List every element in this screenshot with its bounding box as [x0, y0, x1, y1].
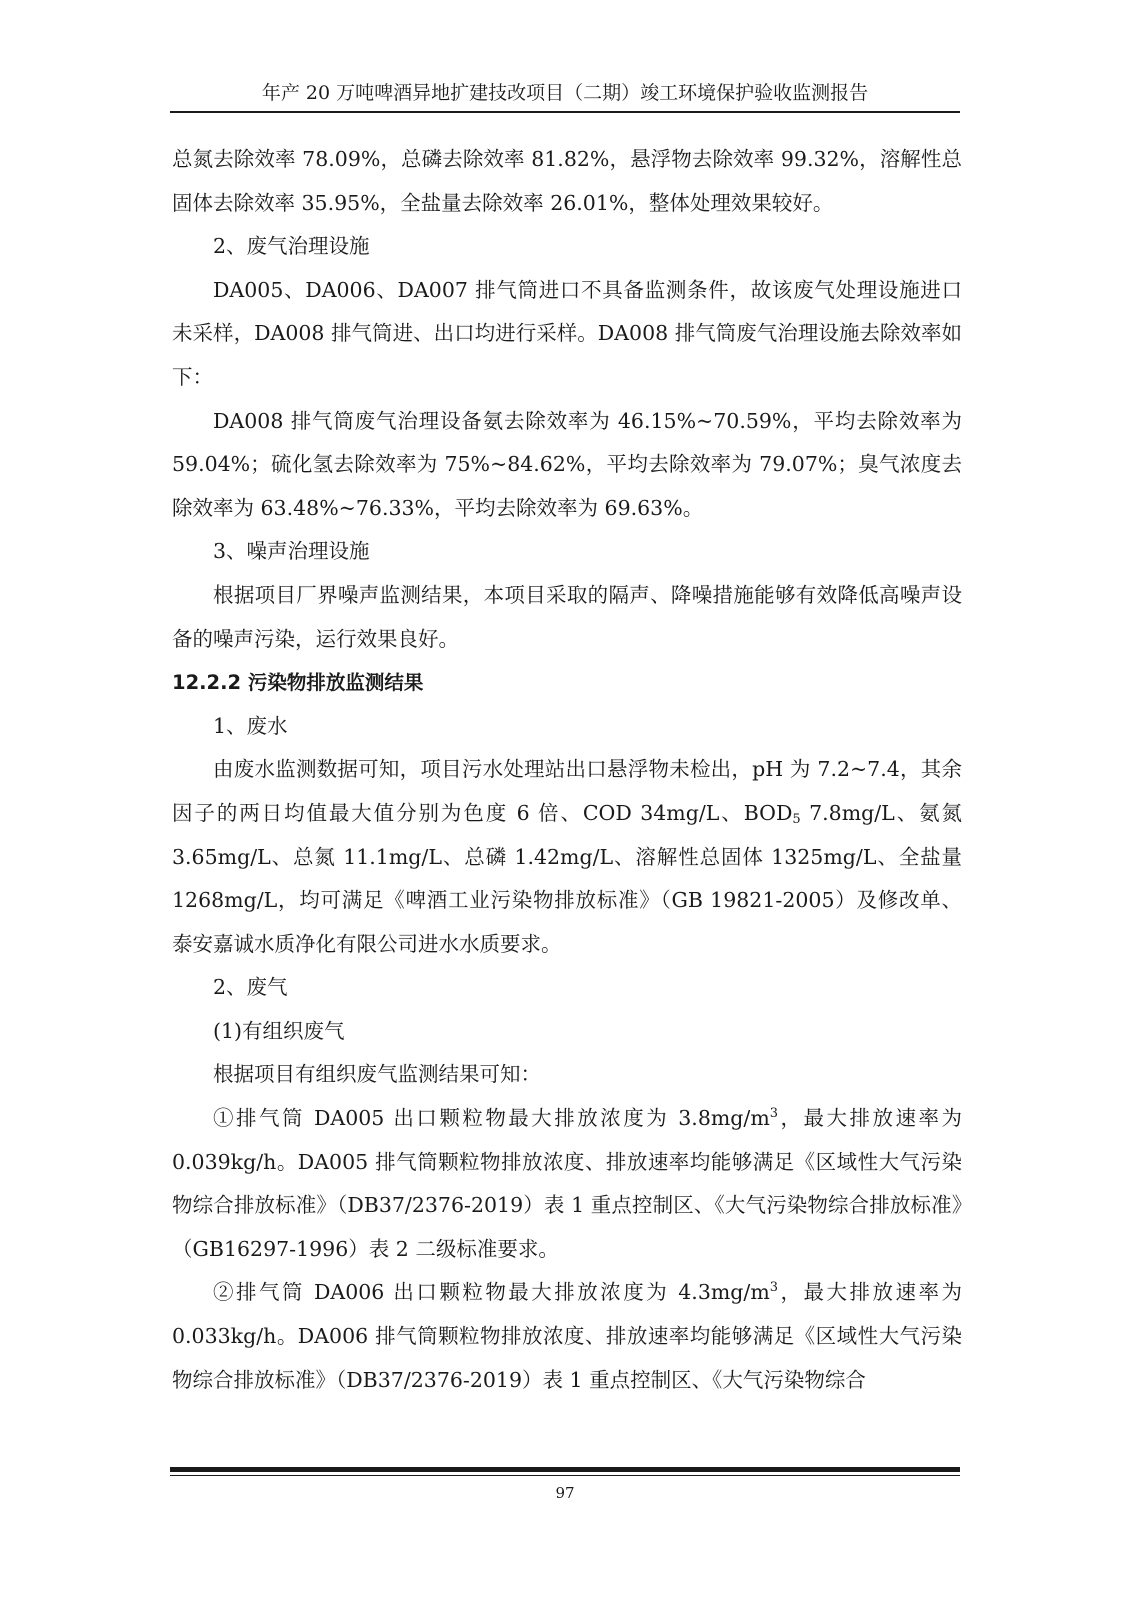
paragraph-noise-result: 根据项目厂界噪声监测结果，本项目采取的隔声、降噪措施能够有效降低高噪声设备的噪声污染，运行效果良好。	[172, 582, 962, 651]
item-waste-gas: 2、废气	[213, 975, 288, 1000]
da006-text-part-2: ，最大排放速率为 0.033kg/h。DA006 排气筒颗粒物排放浓度、排放速率均能够满足《区域性大气污染物综合排放标准》（DB37/2376-2019）表 1 重点控制区、《大气污染物综合	[172, 1280, 962, 1392]
da005-text-part-2: ，最大排放速率为 0.039kg/h。DA005 排气筒颗粒物排放浓度、排放速率均能够满足《区域性大气污染物综合排放标准》（DB37/2376-2019）表 1 重点控制区、《大气污染物综合排放标准》（GB16297-1996）表 2 二级标准要求。	[172, 1106, 962, 1261]
wastewater-text-part-2: 7.8mg/L、氨氮 3.65mg/L、总氮 11.1mg/L、总磷 1.42mg/L、溶解性总固体 1325mg/L、全盐量 1268mg/L，均可满足《啤酒工业污染物排放标准》（GB 19821-2005）及修改单、泰安嘉诚水质净化有限公司进水水质要求。	[172, 800, 963, 956]
report-header-title: 年产 20 万吨啤酒异地扩建技改项目（二期）竣工环境保护验收监测报告	[261, 82, 869, 104]
paragraph-da006-result	[172, 1271, 962, 1402]
item-waste-gas-facility: 2、废气治理设施	[213, 234, 370, 259]
da006-text-part-1: ②排气筒 DA006 出口颗粒物最大排放浓度为 4.3mg/m	[213, 1280, 770, 1305]
da005-text-part-1: ①排气筒 DA005 出口颗粒物最大排放浓度为 3.8mg/m	[213, 1106, 770, 1131]
item-organized-gas: (1)有组织废气	[213, 1018, 345, 1043]
item-noise-facility: 3、噪声治理设施	[213, 539, 370, 564]
paragraph-wastewater-result	[172, 748, 962, 966]
paragraph-da-sampling: DA005、DA006、DA007 排气筒进口不具备监测条件，故该废气处理设施进口未采样，DA008 排气筒进、出口均进行采样。DA008 排气筒废气治理设施去除效率如下：	[172, 277, 962, 389]
section-heading: 12.2.2 污染物排放监测结果	[172, 671, 424, 695]
bod-subscript: 5	[792, 811, 801, 827]
paragraph-da005-result	[172, 1097, 962, 1271]
da006-superscript: 3	[769, 1280, 779, 1296]
wastewater-text-part-1: 由废水监测数据可知，项目污水处理站出口悬浮物未检出，pH 为 7.2~7.4，其余因子的两日均值最大值分别为色度 6 倍、COD 34mg/L、BOD	[172, 757, 962, 825]
da005-superscript: 3	[769, 1106, 779, 1122]
header-divider	[170, 111, 960, 113]
footer-divider-thick	[170, 1467, 960, 1472]
paragraph-organized-gas-intro: 根据项目有组织废气监测结果可知：	[213, 1062, 541, 1087]
paragraph-removal-efficiency: 总氮去除效率 78.09%，总磷去除效率 81.82%，悬浮物去除效率 99.32%，溶解性总固体去除效率 35.95%，全盐量去除效率 26.01%，整体处理效果较好。	[172, 147, 962, 215]
page-number: 97	[555, 1484, 575, 1502]
item-wastewater: 1、废水	[213, 713, 288, 738]
paragraph-da008-efficiency: DA008 排气筒废气治理设备氨去除效率为 46.15%~70.59%，平均去除效率为 59.04%；硫化氢去除效率为 75%~84.62%，平均去除效率为 79.07%；臭气浓度去除效率为 63.48%~76.33%，平均去除效率为 69.63%。	[172, 408, 962, 520]
body-text	[172, 138, 962, 1402]
footer-divider-thin	[170, 1475, 960, 1476]
